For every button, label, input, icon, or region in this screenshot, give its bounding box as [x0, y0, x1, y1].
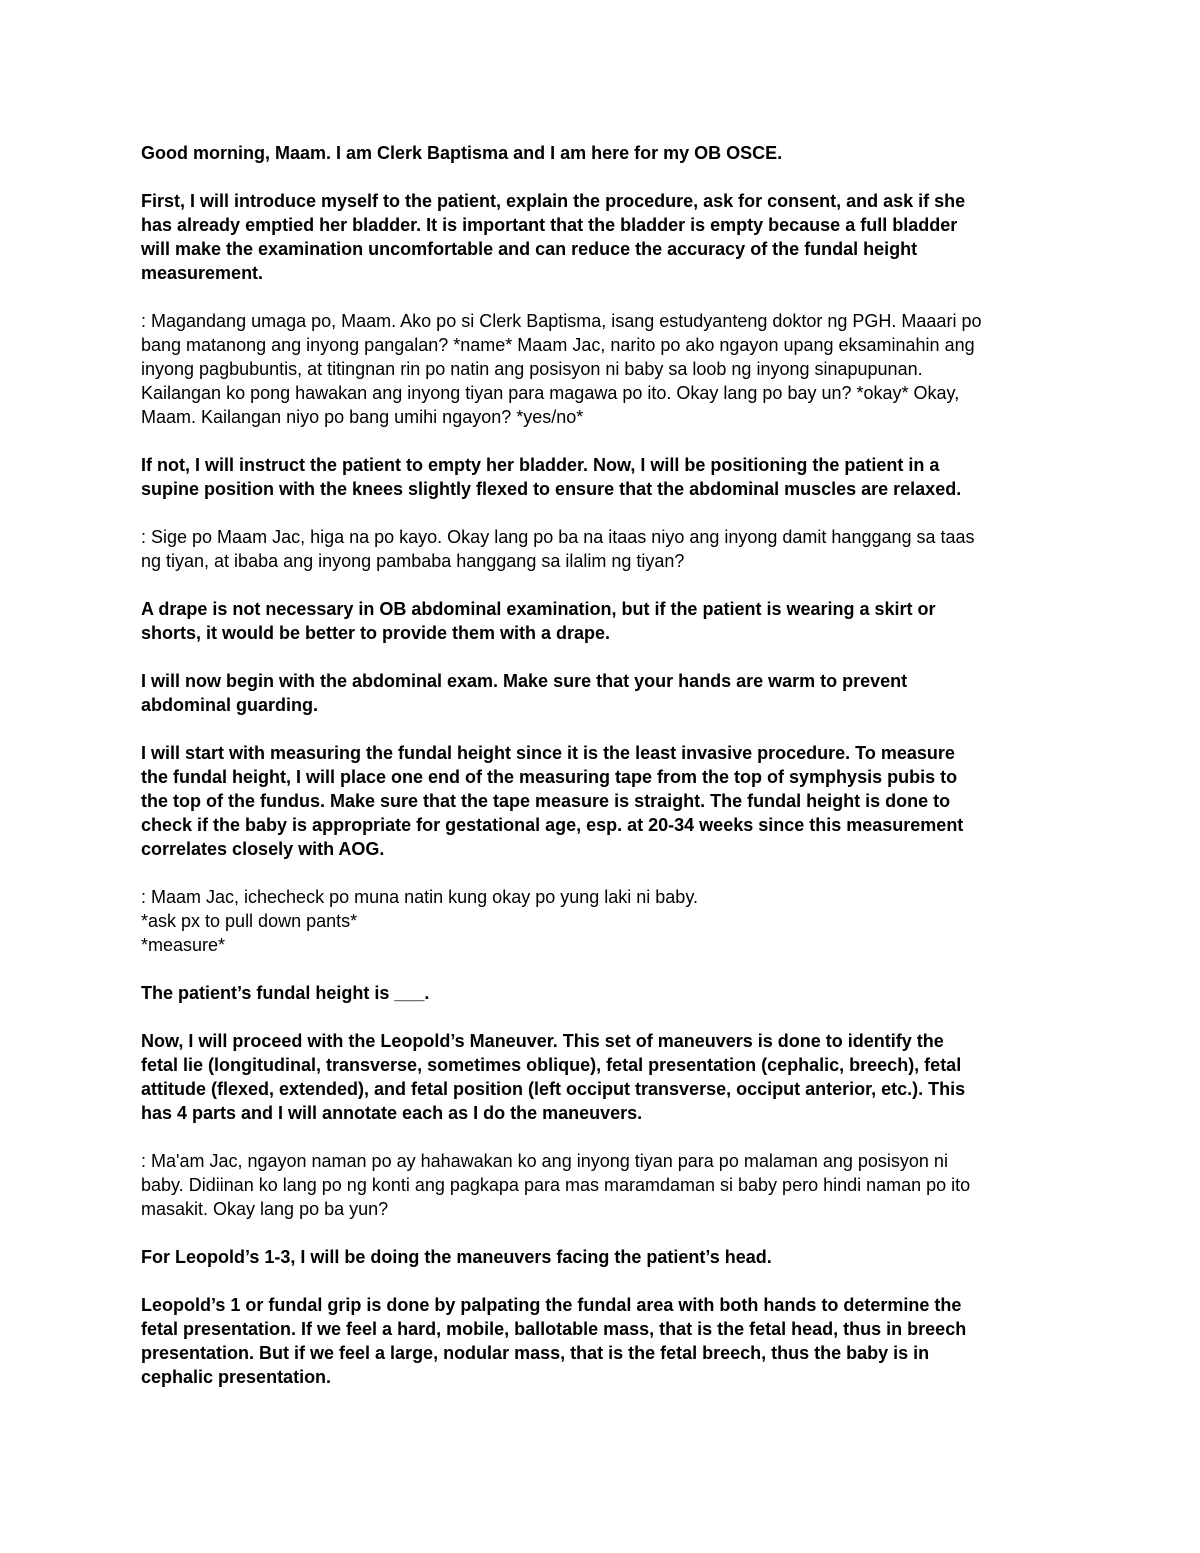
text-line: *ask px to pull down pants* — [141, 911, 358, 931]
text-line: : Maam Jac, ichecheck po muna natin kung okay po yung laki ni baby. — [141, 887, 698, 907]
text-line: attitude (flexed, extended), and fetal position (left occiput transverse, occiput anterior, etc.). This — [141, 1079, 966, 1099]
narration-paragraph — [141, 189, 1061, 285]
text-line: : Ma'am Jac, ngayon naman po ay hahawakan ko ang inyong tiyan para po malaman ang posisyon ni — [141, 1151, 948, 1171]
text-line: check if the baby is appropriate for gestational age, esp. at 20-34 weeks since this measurement — [141, 815, 964, 835]
text-line: *measure* — [141, 935, 226, 955]
narration-paragraph — [141, 1029, 1061, 1125]
text-line: ng tiyan, at ibaba ang inyong pambaba hanggang sa ilalim ng tiyan? — [141, 551, 685, 571]
patient-dialogue-paragraph — [141, 525, 1061, 573]
text-line: : Sige po Maam Jac, higa na po kayo. Okay lang po ba na itaas niyo ang inyong damit hanggang sa taas — [141, 527, 975, 547]
text-line: Maam. Kailangan niyo po bang umihi ngayon? *yes/no* — [141, 407, 584, 427]
text-line: I will start with measuring the fundal height since it is the least invasive procedure. To measure — [141, 743, 955, 763]
text-line: has 4 parts and I will annotate each as I do the maneuvers. — [141, 1103, 643, 1123]
text-line: cephalic presentation. — [141, 1367, 332, 1387]
text-line: the fundal height, I will place one end of the measuring tape from the top of symphysis pubis to — [141, 767, 958, 787]
text-line: fetal presentation. If we feel a hard, mobile, ballotable mass, that is the fetal head, thus in breech — [141, 1319, 967, 1339]
patient-dialogue-paragraph — [141, 1149, 1061, 1221]
text-line: fetal lie (longitudinal, transverse, sometimes oblique), fetal presentation (cephalic, breech), fetal — [141, 1055, 962, 1075]
text-line: A drape is not necessary in OB abdominal examination, but if the patient is wearing a skirt or — [141, 599, 936, 619]
narration-paragraph — [141, 741, 1061, 861]
text-line: has already emptied her bladder. It is important that the bladder is empty because a full bladder — [141, 215, 958, 235]
patient-dialogue-paragraph — [141, 309, 1061, 429]
text-line: Leopold’s 1 or fundal grip is done by palpating the fundal area with both hands to determine the — [141, 1295, 962, 1315]
document-body — [141, 141, 1061, 1413]
patient-dialogue-paragraph — [141, 885, 1061, 957]
text-line: inyong pagbubuntis, at titingnan rin po natin ang posisyon ni baby sa loob ng inyong sinapupunan. — [141, 359, 923, 379]
text-line: Good morning, Maam. I am Clerk Baptisma and I am here for my OB OSCE. — [141, 143, 783, 163]
text-line: supine position with the knees slightly flexed to ensure that the abdominal muscles are relaxed. — [141, 479, 962, 499]
text-line: The patient’s fundal height is ___. — [141, 983, 430, 1003]
narration-paragraph — [141, 141, 1061, 165]
text-line: : Magandang umaga po, Maam. Ako po si Clerk Baptisma, isang estudyanteng doktor ng PGH. Maaari po — [141, 311, 982, 331]
text-line: presentation. But if we feel a large, nodular mass, that is the fetal breech, thus the baby is in — [141, 1343, 930, 1363]
narration-paragraph — [141, 453, 1061, 501]
text-line: I will now begin with the abdominal exam. Make sure that your hands are warm to prevent — [141, 671, 908, 691]
text-line: abdominal guarding. — [141, 695, 319, 715]
text-line: will make the examination uncomfortable and can reduce the accuracy of the fundal height — [141, 239, 918, 259]
text-line: baby. Didiinan ko lang po ng konti ang pagkapa para mas maramdaman si baby pero hindi naman po ito — [141, 1175, 971, 1195]
text-line: For Leopold’s 1-3, I will be doing the maneuvers facing the patient’s head. — [141, 1247, 772, 1267]
narration-paragraph — [141, 597, 1061, 645]
text-line: the top of the fundus. Make sure that the tape measure is straight. The fundal height is done to — [141, 791, 951, 811]
narration-paragraph — [141, 669, 1061, 717]
text-line: shorts, it would be better to provide them with a drape. — [141, 623, 611, 643]
narration-paragraph — [141, 1293, 1061, 1389]
text-line: Now, I will proceed with the Leopold’s Maneuver. This set of maneuvers is done to identify the — [141, 1031, 944, 1051]
narration-paragraph — [141, 1245, 1061, 1269]
narration-paragraph — [141, 981, 1061, 1005]
text-line: First, I will introduce myself to the patient, explain the procedure, ask for consent, and ask if she — [141, 191, 966, 211]
text-line: correlates closely with AOG. — [141, 839, 385, 859]
text-line: measurement. — [141, 263, 264, 283]
text-line: If not, I will instruct the patient to empty her bladder. Now, I will be positioning the patient in a — [141, 455, 940, 475]
text-line: bang matanong ang inyong pangalan? *name* Maam Jac, narito po ako ngayon upang eksaminahin ang — [141, 335, 975, 355]
text-line: Kailangan ko pong hawakan ang inyong tiyan para magawa po ito. Okay lang po bay un? *okay* Okay, — [141, 383, 960, 403]
text-line: masakit. Okay lang po ba yun? — [141, 1199, 389, 1219]
